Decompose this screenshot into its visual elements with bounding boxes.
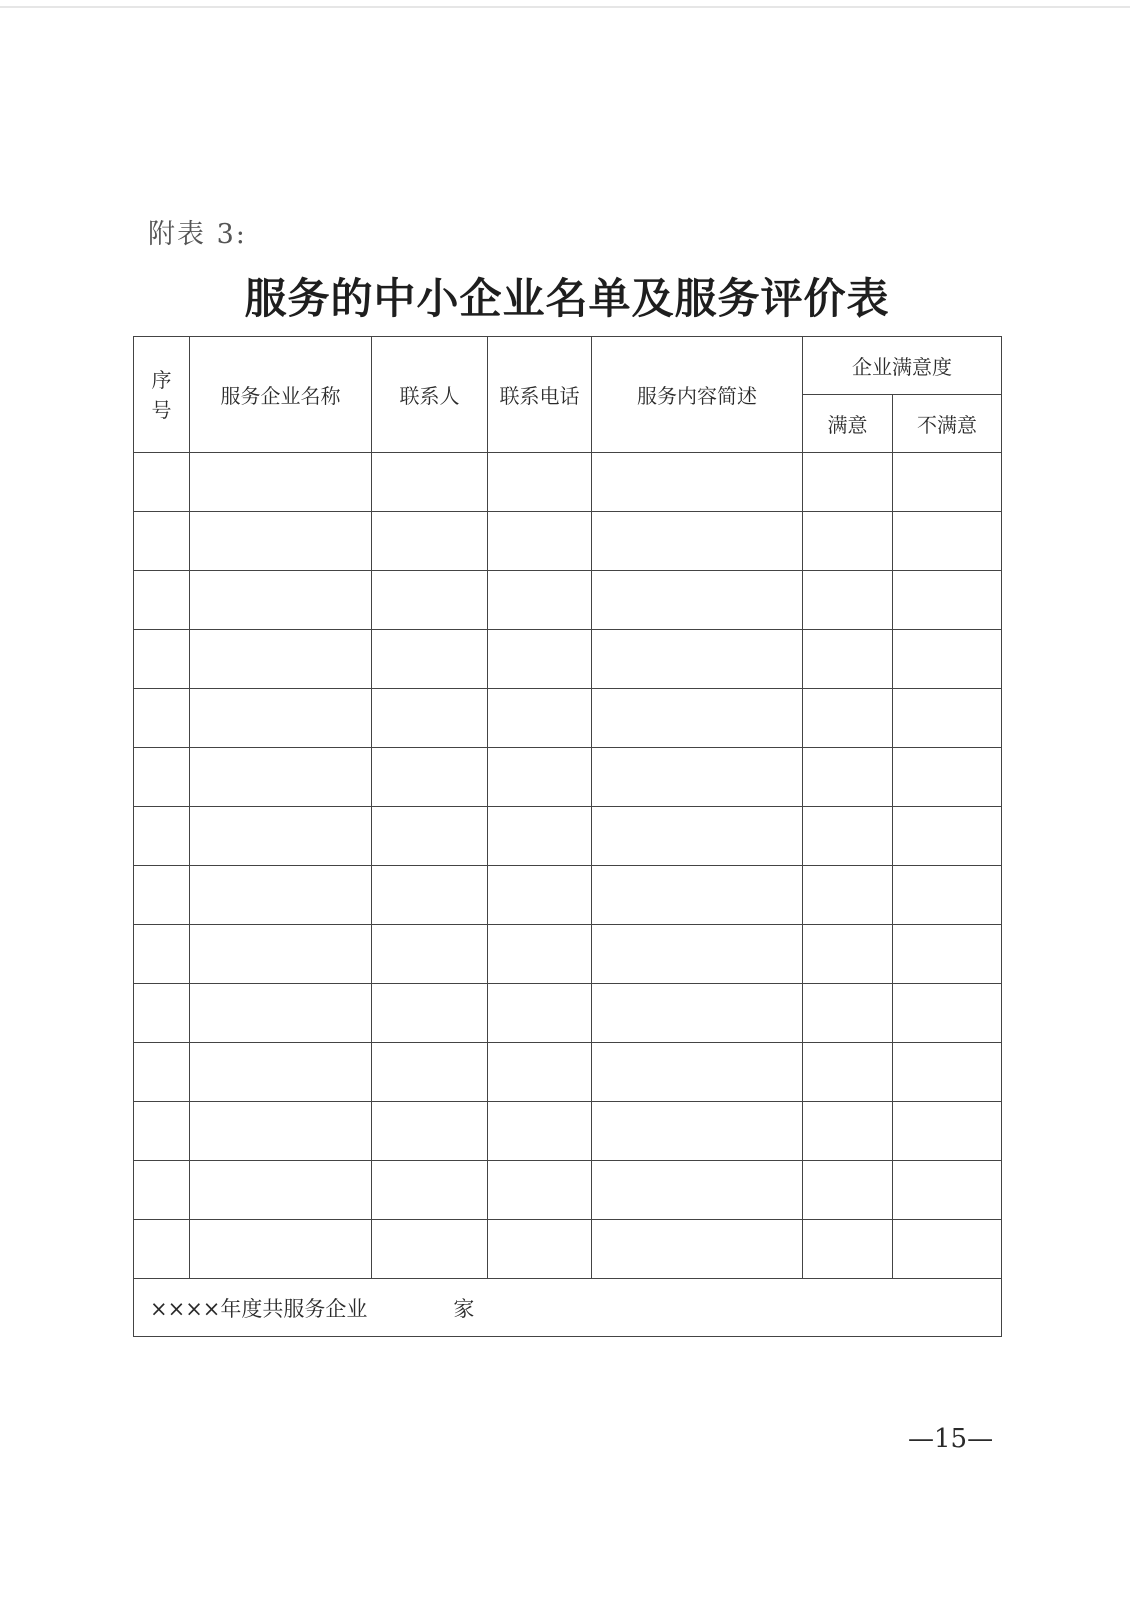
satisfied-cell: [803, 630, 893, 689]
header-contact-phone: 联系电话: [488, 337, 592, 453]
satisfied-cell: [803, 748, 893, 807]
summary-unit: 家: [453, 1296, 475, 1321]
seq-cell: [134, 1102, 190, 1161]
summary-prefix: ××××年度共服务企业: [150, 1296, 368, 1321]
contact-person-cell: [372, 748, 488, 807]
service-description-cell: [592, 984, 803, 1043]
company-name-cell: [190, 453, 372, 512]
unsatisfied-cell: [893, 630, 1002, 689]
company-name-cell: [190, 807, 372, 866]
company-name-cell: [190, 1220, 372, 1279]
table-row: [134, 571, 1002, 630]
company-name-cell: [190, 925, 372, 984]
header-contact-person: 联系人: [372, 337, 488, 453]
contact-person-cell: [372, 630, 488, 689]
seq-cell: [134, 571, 190, 630]
company-name-cell: [190, 689, 372, 748]
contact-person-cell: [372, 925, 488, 984]
seq-cell: [134, 630, 190, 689]
satisfied-cell: [803, 571, 893, 630]
company-name-cell: [190, 1102, 372, 1161]
satisfied-cell: [803, 925, 893, 984]
unsatisfied-cell: [893, 807, 1002, 866]
service-description-cell: [592, 866, 803, 925]
contact-phone-cell: [488, 807, 592, 866]
seq-cell: [134, 689, 190, 748]
table-row: [134, 1043, 1002, 1102]
table-body: [134, 453, 1002, 1279]
satisfied-cell: [803, 807, 893, 866]
header-service-description: 服务内容简述: [592, 337, 803, 453]
satisfied-cell: [803, 1043, 893, 1102]
contact-phone-cell: [488, 866, 592, 925]
contact-phone-cell: [488, 748, 592, 807]
seq-cell: [134, 1161, 190, 1220]
contact-phone-cell: [488, 512, 592, 571]
service-description-cell: [592, 748, 803, 807]
contact-phone-cell: [488, 453, 592, 512]
header-company-name: 服务企业名称: [190, 337, 372, 453]
unsatisfied-cell: [893, 512, 1002, 571]
table-row: [134, 925, 1002, 984]
company-name-cell: [190, 1161, 372, 1220]
service-description-cell: [592, 1220, 803, 1279]
page-number: —15—: [908, 1424, 994, 1454]
contact-person-cell: [372, 512, 488, 571]
company-name-cell: [190, 1043, 372, 1102]
contact-person-cell: [372, 571, 488, 630]
unsatisfied-cell: [893, 925, 1002, 984]
seq-cell: [134, 866, 190, 925]
seq-cell: [134, 453, 190, 512]
table-header-row: [134, 337, 1002, 395]
contact-phone-cell: [488, 984, 592, 1043]
service-description-cell: [592, 630, 803, 689]
page-top-edge: [0, 6, 1130, 8]
unsatisfied-cell: [893, 571, 1002, 630]
contact-phone-cell: [488, 925, 592, 984]
unsatisfied-cell: [893, 1102, 1002, 1161]
service-description-cell: [592, 807, 803, 866]
header-seq-line1: 序: [151, 367, 172, 392]
contact-person-cell: [372, 1043, 488, 1102]
header-seq-line2: 号: [151, 397, 172, 422]
seq-cell: [134, 1220, 190, 1279]
contact-phone-cell: [488, 571, 592, 630]
seq-cell: [134, 925, 190, 984]
table-row: [134, 1161, 1002, 1220]
seq-cell: [134, 1043, 190, 1102]
table-row: [134, 630, 1002, 689]
table-row: [134, 1220, 1002, 1279]
satisfied-cell: [803, 689, 893, 748]
unsatisfied-cell: [893, 984, 1002, 1043]
seq-cell: [134, 984, 190, 1043]
service-evaluation-table: [133, 336, 1002, 1337]
company-name-cell: [190, 630, 372, 689]
company-name-cell: [190, 512, 372, 571]
satisfied-cell: [803, 1220, 893, 1279]
service-description-cell: [592, 571, 803, 630]
seq-cell: [134, 748, 190, 807]
satisfied-cell: [803, 453, 893, 512]
header-seq: [134, 337, 190, 453]
company-name-cell: [190, 984, 372, 1043]
table-row: [134, 807, 1002, 866]
contact-phone-cell: [488, 1220, 592, 1279]
contact-person-cell: [372, 1102, 488, 1161]
contact-phone-cell: [488, 689, 592, 748]
service-description-cell: [592, 925, 803, 984]
contact-person-cell: [372, 689, 488, 748]
contact-phone-cell: [488, 1161, 592, 1220]
service-description-cell: [592, 689, 803, 748]
header-satisfied: 满意: [803, 395, 893, 453]
unsatisfied-cell: [893, 866, 1002, 925]
table-row: [134, 1102, 1002, 1161]
service-description-cell: [592, 1102, 803, 1161]
satisfied-cell: [803, 866, 893, 925]
satisfied-cell: [803, 1161, 893, 1220]
contact-person-cell: [372, 453, 488, 512]
unsatisfied-cell: [893, 453, 1002, 512]
service-description-cell: [592, 512, 803, 571]
contact-person-cell: [372, 1161, 488, 1220]
table-row: [134, 866, 1002, 925]
service-description-cell: [592, 453, 803, 512]
seq-cell: [134, 807, 190, 866]
unsatisfied-cell: [893, 1161, 1002, 1220]
service-description-cell: [592, 1043, 803, 1102]
satisfied-cell: [803, 1102, 893, 1161]
table-row: [134, 453, 1002, 512]
contact-person-cell: [372, 807, 488, 866]
satisfied-cell: [803, 512, 893, 571]
header-satisfaction-group: 企业满意度: [803, 337, 1002, 395]
unsatisfied-cell: [893, 1220, 1002, 1279]
summary-row: [134, 1279, 1002, 1337]
document-title: 服务的中小企业名单及服务评价表: [244, 274, 890, 323]
table-row: [134, 512, 1002, 571]
company-name-cell: [190, 748, 372, 807]
table-row: [134, 984, 1002, 1043]
unsatisfied-cell: [893, 748, 1002, 807]
header-unsatisfied: 不满意: [893, 395, 1002, 453]
contact-phone-cell: [488, 1102, 592, 1161]
satisfied-cell: [803, 984, 893, 1043]
contact-person-cell: [372, 984, 488, 1043]
table-row: [134, 689, 1002, 748]
table-row: [134, 748, 1002, 807]
contact-person-cell: [372, 1220, 488, 1279]
unsatisfied-cell: [893, 1043, 1002, 1102]
company-name-cell: [190, 866, 372, 925]
seq-cell: [134, 512, 190, 571]
company-name-cell: [190, 571, 372, 630]
unsatisfied-cell: [893, 689, 1002, 748]
summary-cell: [134, 1279, 1002, 1337]
contact-phone-cell: [488, 630, 592, 689]
attachment-label: 附表 3:: [148, 219, 247, 250]
contact-person-cell: [372, 866, 488, 925]
service-description-cell: [592, 1161, 803, 1220]
contact-phone-cell: [488, 1043, 592, 1102]
